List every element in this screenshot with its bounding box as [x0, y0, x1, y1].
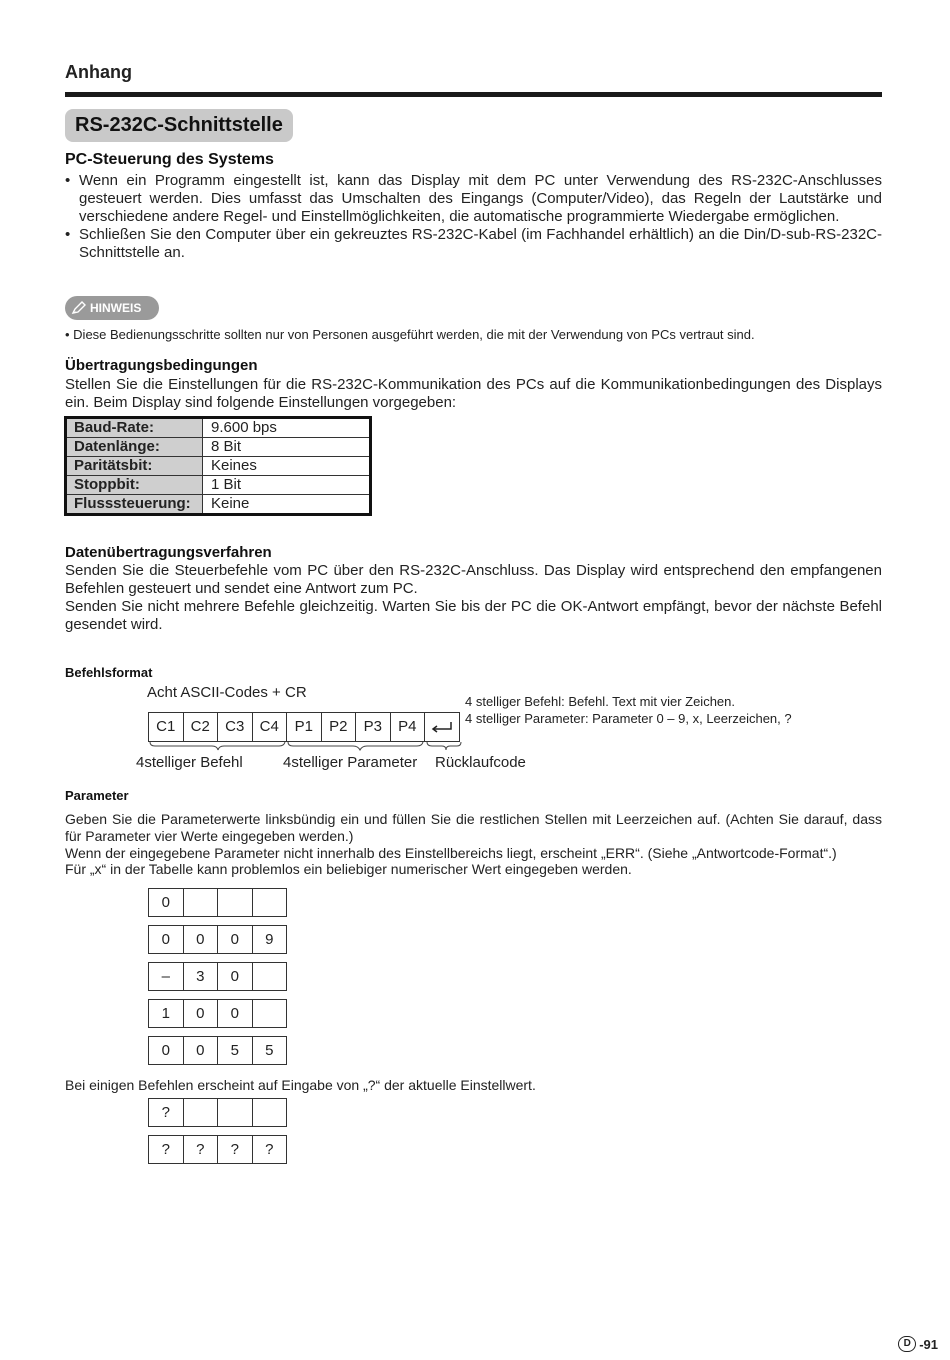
- parameter-text-2: Wenn der eingegebene Parameter nicht innerhalb des Einstellbereichs liegt, erscheint „ERR“. (Siehe „Antwortcode-Format“.): [65, 845, 837, 861]
- query-example-row: [148, 1098, 287, 1127]
- parameter-example-cell: 0: [218, 926, 253, 953]
- parameter-example-cell: [218, 889, 253, 916]
- label-parameter: 4stelliger Parameter: [283, 754, 418, 771]
- procedure-text-1: Senden Sie die Steuerbefehle vom PC über den RS-232C-Anschluss. Das Display wird entsprechend den empfangenen Befehlen gesteuert und sendet eine Antwort zum PC.: [65, 562, 882, 597]
- page-number-text: -91: [919, 1336, 938, 1352]
- parameter-text-3: Für „x“ in der Tabelle kann problemlos ein beliebiger numerischer Wert eingegeben werden.: [65, 861, 632, 877]
- bullet-item: • Wenn ein Programm eingestellt ist, kann das Display mit dem PC unter Verwendung des RS-232C-Anschlusses gesteuert werden. Dies umfasst das Umschalten des Eingangs (Computer/Video), das Regeln der Lautstärke und verschiedene andere Regel- und Einstellmöglichkeiten, die automatische programmierte Wiedergabe ermöglichen.: [65, 172, 882, 226]
- parameter-example-cell: [253, 963, 287, 990]
- transmission-text: Stellen Sie die Einstellungen für die RS-232C-Kommunikation des PCs auf die Kommunikationbedingungen des Displays ein. Beim Display sind folgende Einstellungen vorgegeben:: [65, 376, 882, 411]
- parameter-example-cell: [253, 1000, 287, 1027]
- parameter-example-cell: 0: [218, 1000, 253, 1027]
- parameter-cell: P4: [391, 713, 426, 741]
- table-row: [66, 476, 371, 495]
- section-title: RS-232C-Schnittstelle: [65, 109, 293, 142]
- procedure-text-2: Senden Sie nicht mehrere Befehle gleichzeitig. Warten Sie bis der PC die OK-Antwort empfängt, bevor der nächste Befehl gesendet wird.: [65, 598, 882, 633]
- parameter-example-cell: 1: [149, 1000, 184, 1027]
- setting-value: 8 Bit: [203, 438, 371, 457]
- query-example-cell: ?: [265, 1141, 274, 1158]
- language-badge: D: [898, 1336, 916, 1352]
- hinweis-badge: [65, 296, 159, 320]
- parameter-example-cell: 5: [265, 1042, 274, 1059]
- command-format-top-label: Acht ASCII-Codes + CR: [147, 684, 307, 701]
- transmission-heading: Übertragungsbedingungen: [65, 357, 258, 374]
- parameter-example-row: [148, 1036, 287, 1065]
- table-row: [66, 438, 371, 457]
- command-format-note-1: 4 stelliger Befehl: Befehl. Text mit vier Zeichen.: [465, 694, 735, 709]
- parameter-example-cell: 3: [184, 963, 219, 990]
- page-number: [898, 1336, 938, 1352]
- page-header-title: Anhang: [65, 62, 132, 82]
- parameter-cell: P3: [356, 713, 391, 741]
- parameter-example-row: [148, 962, 287, 991]
- parameter-example-cell: 0: [184, 1037, 219, 1064]
- parameter-example-row: [148, 999, 287, 1028]
- parameter-example-cell: 9: [265, 931, 274, 948]
- parameter-example-cell: 0: [149, 926, 184, 953]
- parameter-heading: Parameter: [65, 788, 129, 803]
- query-example-cell: ?: [184, 1136, 219, 1163]
- parameter-example-cell: –: [149, 963, 184, 990]
- parameter-cell: P2: [322, 713, 357, 741]
- setting-value: Keine: [203, 495, 371, 515]
- note-pencil-icon: [71, 301, 87, 315]
- parameter-example-cell: 0: [149, 889, 184, 916]
- command-format-heading: Befehlsformat: [65, 665, 153, 680]
- command-cell: C4: [253, 713, 288, 741]
- note-text: • Diese Bedienungsschritte sollten nur von Personen ausgeführt werden, die mit der Verwendung von PCs vertraut sind.: [65, 327, 755, 342]
- setting-key: Baud-Rate:: [66, 418, 203, 438]
- pc-control-bullets: [65, 172, 882, 262]
- parameter-example-cell: 0: [218, 963, 253, 990]
- bullet-item: • Schließen Sie den Computer über ein gekreuztes RS-232C-Kabel (im Fachhandel erhältlich) an die Din/D-sub-RS-232C-Schnittstelle an.: [65, 226, 882, 262]
- parameter-cell: P1: [287, 713, 322, 741]
- setting-key: Flusssteuerung:: [66, 495, 203, 515]
- query-example-cell: [184, 1099, 219, 1126]
- query-example-cell: ?: [149, 1136, 184, 1163]
- setting-key: Stoppbit:: [66, 476, 203, 495]
- setting-key: Paritätsbit:: [66, 457, 203, 476]
- query-example-cell: ?: [218, 1136, 253, 1163]
- parameter-example-cell: 5: [218, 1037, 253, 1064]
- label-command: 4stelliger Befehl: [136, 754, 243, 771]
- return-arrow-icon: [431, 721, 453, 733]
- parameter-example-cell: 0: [149, 1037, 184, 1064]
- parameter-example-row: [148, 925, 287, 954]
- hinweis-label: HINWEIS: [90, 301, 142, 315]
- pc-control-heading: PC-Steuerung des Systems: [65, 151, 274, 168]
- parameter-example-cell: [253, 889, 287, 916]
- setting-key: Datenlänge:: [66, 438, 203, 457]
- command-format-box: [148, 712, 460, 742]
- query-example-row: [148, 1135, 287, 1164]
- table-row: [66, 495, 371, 515]
- query-text: Bei einigen Befehlen erscheint auf Eingabe von „?“ der aktuelle Einstellwert.: [65, 1077, 536, 1093]
- setting-value: 9.600 bps: [203, 418, 371, 438]
- setting-value: Keines: [203, 457, 371, 476]
- query-example-cell: ?: [149, 1099, 184, 1126]
- command-cell: C1: [149, 713, 184, 741]
- query-example-cell: [253, 1099, 287, 1126]
- setting-value: 1 Bit: [203, 476, 371, 495]
- table-row: [66, 457, 371, 476]
- parameter-text-1: Geben Sie die Parameterwerte linksbündig ein und füllen Sie die restlichen Stellen mit Leerzeichen auf. (Achten Sie darauf, dass für Parameter vier Werte eingegeben werden.): [65, 811, 882, 844]
- return-code-cell: [425, 713, 459, 741]
- label-return: Rücklaufcode: [435, 754, 526, 771]
- table-row: [66, 418, 371, 438]
- parameter-example-cell: [184, 889, 219, 916]
- settings-table: [64, 416, 372, 516]
- query-example-cell: [218, 1099, 253, 1126]
- header-rule: [65, 92, 882, 97]
- parameter-example-row: [148, 888, 287, 917]
- procedure-heading: Datenübertragungsverfahren: [65, 544, 272, 561]
- parameter-example-cell: 0: [184, 926, 219, 953]
- command-cell: C3: [218, 713, 253, 741]
- command-cell: C2: [184, 713, 219, 741]
- command-format-note-2: 4 stelliger Parameter: Parameter 0 – 9, x, Leerzeichen, ?: [465, 711, 792, 726]
- parameter-example-cell: 0: [184, 1000, 219, 1027]
